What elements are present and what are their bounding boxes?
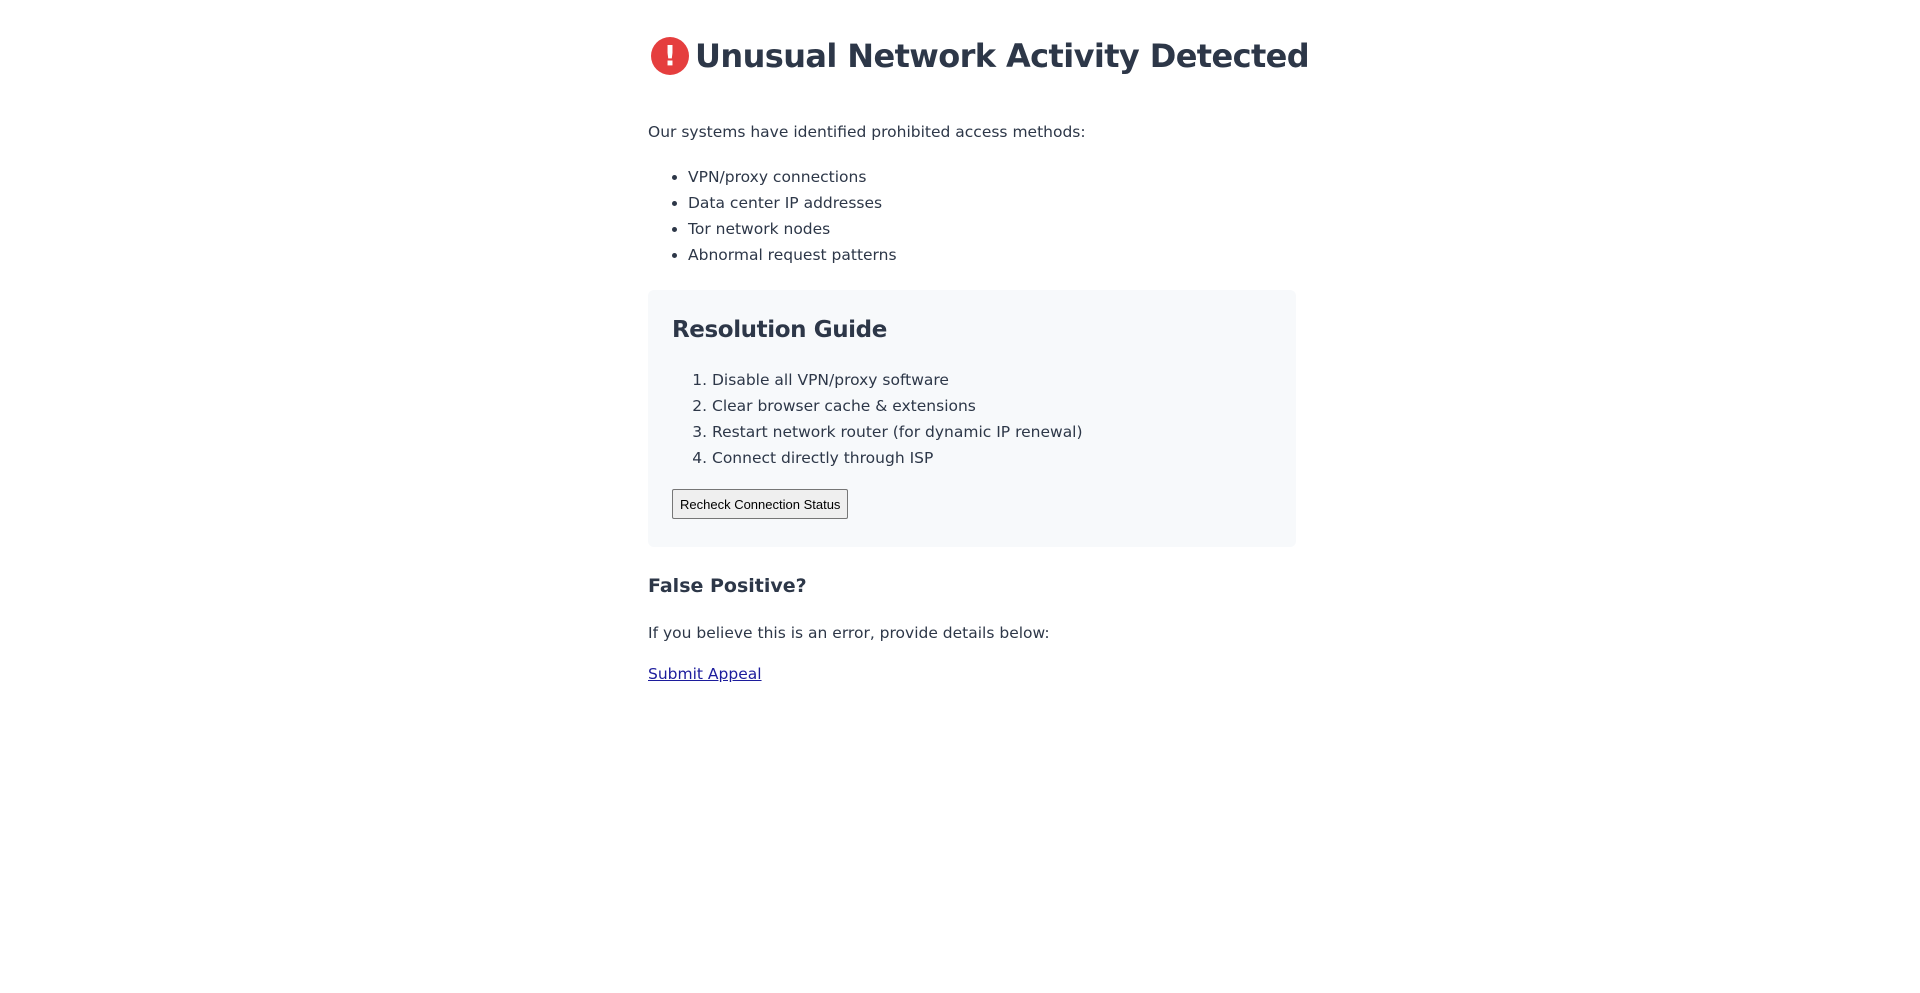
list-item: • Tor network nodes [688, 216, 1296, 242]
false-positive-title: False Positive? [648, 575, 807, 597]
submit-appeal-link[interactable]: Submit Appeal [648, 665, 762, 683]
list-item: 4. Connect directly through ISP [712, 445, 1272, 471]
false-positive-text: If you believe this is an error, provide details below: [648, 624, 1050, 642]
resolution-guide-panel [648, 290, 1296, 547]
exclamation-circle-icon: ! [651, 37, 689, 75]
list-item: 1. Disable all VPN/proxy software [712, 367, 1272, 393]
prohibited-methods-list [648, 164, 1296, 268]
resolution-steps-list [672, 367, 1272, 471]
list-item: • Data center IP addresses [688, 190, 1296, 216]
list-item: 3. Restart network router (for dynamic IP renewal) [712, 419, 1272, 445]
page-header [648, 36, 1310, 76]
recheck-connection-button[interactable]: Recheck Connection Status [672, 489, 848, 519]
list-item: • Abnormal request patterns [688, 242, 1296, 268]
intro-text: Our systems have identified prohibited access methods: [648, 123, 1086, 141]
list-item: • VPN/proxy connections [688, 164, 1296, 190]
main-content [648, 0, 1310, 683]
resolution-guide-title: Resolution Guide [672, 317, 887, 343]
page-title: Unusual Network Activity Detected [695, 37, 1310, 75]
list-item: 2. Clear browser cache & extensions [712, 393, 1272, 419]
